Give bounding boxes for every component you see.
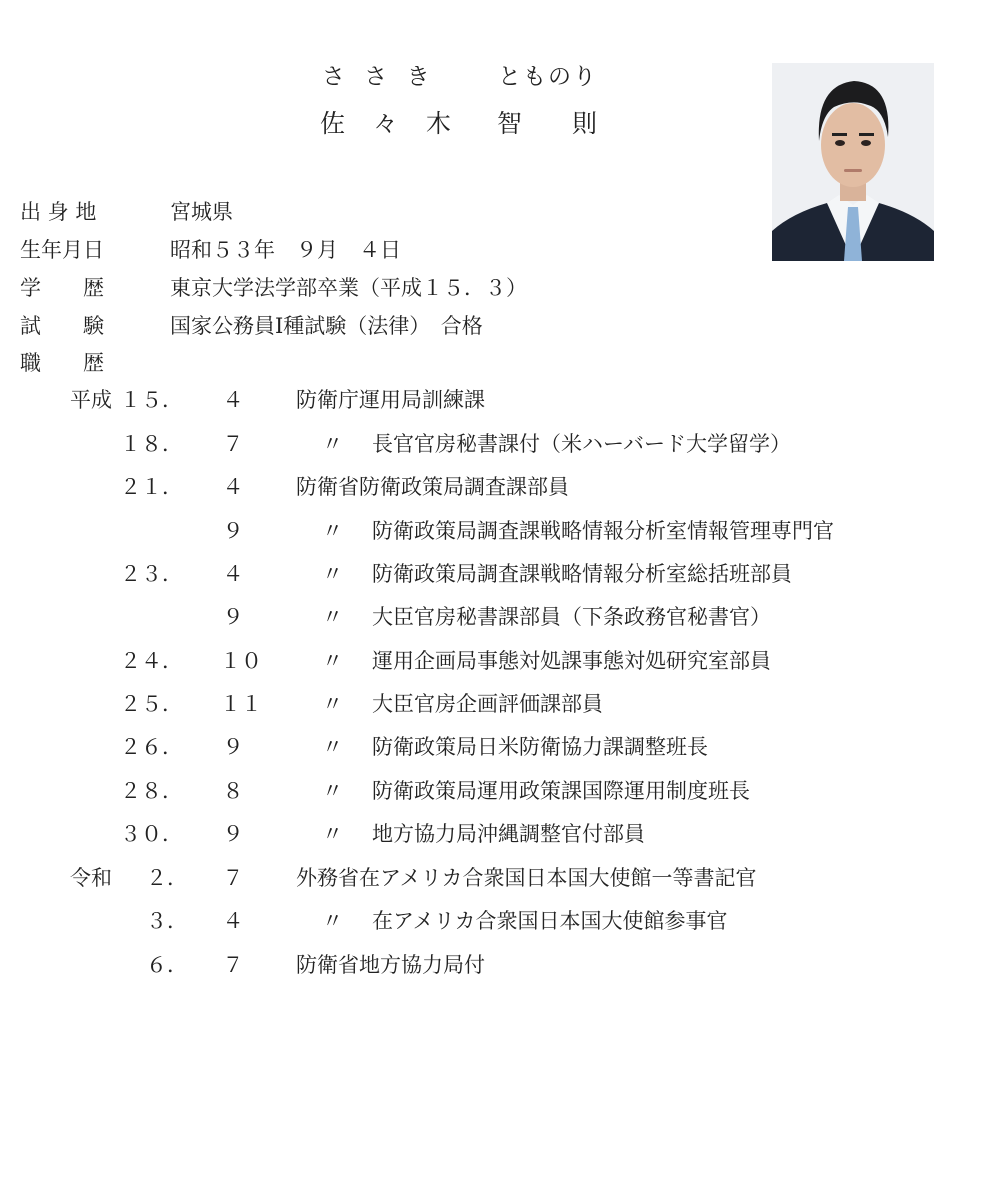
value-exam: 国家公務員Ⅰ種試験（法律） 合格 [170,314,483,338]
career-position: 防衛政策局運用政策課国際運用制度班長 [372,779,750,803]
career-month: ８ [222,779,244,803]
career-month: ４ [222,562,244,586]
career-ditto-mark: 〃 [322,519,343,543]
career-month: ４ [222,909,244,933]
career-month: ７ [222,953,244,977]
career-ditto-mark: 〃 [322,562,343,586]
career-era: 令和 [70,866,112,890]
name-kanji-family: 佐 々 木 [320,109,461,138]
career-ditto-mark: 〃 [322,432,343,456]
career-year: １５． [120,388,183,412]
value-education: 東京大学法学部卒業（平成１５．３） [170,276,527,300]
portrait-photo [772,63,934,261]
career-month: ４ [222,388,244,412]
career-year: ２６． [120,735,183,759]
career-ditto-mark: 〃 [322,909,343,933]
career-month: ９ [222,519,244,543]
name-kana-family: さ さ き [322,64,436,90]
career-month: １１ [220,692,262,716]
career-position: 防衛政策局調査課戦略情報分析室総括班部員 [372,562,792,586]
career-ditto-mark: 〃 [322,692,343,716]
career-position: 防衛省地方協力局付 [296,953,485,977]
value-birthplace: 宮城県 [170,200,233,224]
career-month: １０ [220,649,262,673]
career-year: ２． [146,866,188,890]
name-kana-given: とものり [498,64,598,90]
career-year: ２５． [120,692,183,716]
career-year: ３０． [120,822,183,846]
label-career: 職 歴 [20,351,104,375]
career-era: 平成 [70,388,112,412]
career-position: 防衛省防衛政策局調査課部員 [296,475,569,499]
career-position: 防衛庁運用局訓練課 [296,388,485,412]
career-position: 外務省在アメリカ合衆国日本国大使館一等書記官 [296,866,757,890]
career-position: 大臣官房秘書課部員（下条政務官秘書官） [372,605,771,629]
career-ditto-mark: 〃 [322,822,343,846]
career-position: 防衛政策局日米防衛協力課調整班長 [372,735,708,759]
career-position: 大臣官房企画評価課部員 [372,692,603,716]
career-position: 地方協力局沖縄調整官付部員 [372,822,645,846]
name-kanji-given: 智 則 [497,109,598,138]
value-birthdate: 昭和５３年 ９月 ４日 [170,238,401,262]
career-ditto-mark: 〃 [322,605,343,629]
career-position: 在アメリカ合衆国日本国大使館参事官 [372,909,728,933]
career-month: ４ [222,475,244,499]
career-position: 長官官房秘書課付（米ハーバード大学留学） [372,432,791,456]
career-position: 防衛政策局調査課戦略情報分析室情報管理専門官 [372,519,834,543]
career-month: ９ [222,735,244,759]
career-year: １８． [120,432,183,456]
career-year: ２１． [120,475,183,499]
career-year: ６． [146,953,188,977]
career-year: ３． [146,909,188,933]
career-ditto-mark: 〃 [322,779,343,803]
career-position: 運用企画局事態対処課事態対処研究室部員 [372,649,771,673]
career-month: ９ [222,605,244,629]
career-month: ７ [222,866,244,890]
career-year: ２８． [120,779,183,803]
career-month: ９ [222,822,244,846]
career-ditto-mark: 〃 [322,735,343,759]
label-education: 学 歴 [20,276,104,300]
career-year: ２４． [120,649,183,673]
label-birthplace: 出 身 地 [20,200,97,224]
label-birthdate: 生年月日 [20,238,104,262]
career-year: ２３． [120,562,183,586]
label-exam: 試 験 [20,314,104,338]
career-ditto-mark: 〃 [322,649,343,673]
career-month: ７ [222,432,244,456]
